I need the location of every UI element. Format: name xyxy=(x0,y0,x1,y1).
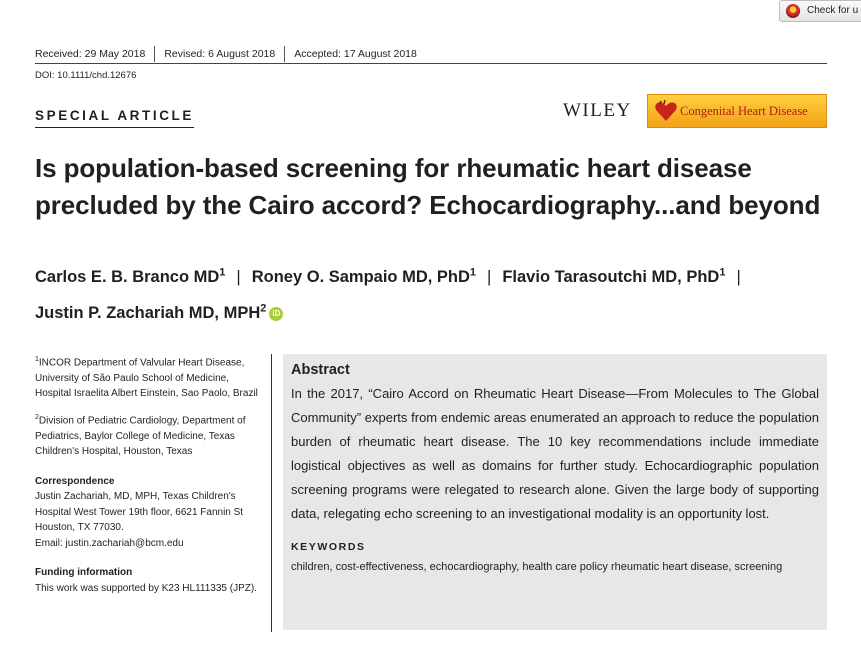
section-label: SPECIAL ARTICLE xyxy=(35,108,194,128)
correspondence-email[interactable]: Email: justin.zachariah@bcm.edu xyxy=(35,537,184,549)
journal-name: Congenital Heart Disease xyxy=(680,103,808,118)
author[interactable]: Flavio Tarasoutchi MD, PhD$^1$ xyxy=(502,266,726,286)
affiliation: $^1$INCOR Department of Valvular Heart Disease, University of São Paulo School of Medicine, Hospital Israelita Albert Einstein, Sao Paolo, Brazil xyxy=(35,356,258,400)
divider xyxy=(284,46,285,62)
article-title: Is population-based screening for rheumatic heart disease precluded by the Cairo accord? Echocardiography...and beyond xyxy=(35,153,821,220)
author-separator: | xyxy=(487,267,492,286)
correspondence-heading: Correspondence xyxy=(35,475,115,487)
correspondence-text: Justin Zachariah, MD, MPH, Texas Children's Hospital West Tower 19th floor, 6621 Fannin St Houston, TX 77030. xyxy=(35,491,244,534)
author[interactable]: Roney O. Sampaio MD, PhD$^1$ xyxy=(251,266,477,286)
keywords-heading: KEYWORDS xyxy=(291,541,366,553)
divider xyxy=(154,46,155,62)
author-separator: | xyxy=(736,267,741,286)
doi[interactable]: DOI: 10.1111/chd.12676 xyxy=(35,70,137,81)
keywords: children, cost-effectiveness, echocardiography, health care policy rheumatic heart disease, screening xyxy=(291,561,783,573)
check-for-updates-label: Check for u xyxy=(807,5,859,16)
author-info-sidebar xyxy=(35,352,265,604)
abstract-text: In the 2017, “Cairo Accord on Rheumatic Heart Disease—From Molecules to The Global Community” experts from endemic areas enumerated an approach to reduce the population burden of rheumatic heart disease. The 10 key recommendations include immediate logistical objectives as well as domains for further study. Echocardiographic population screening programs were relegated to research alone. Given the large body of supporting data, relegating echo screening to an investigational modality is an opportunity lost. xyxy=(291,386,819,521)
author-separator: | xyxy=(236,267,241,286)
funding-text: This work was supported by K23 HL111335 (JPZ). xyxy=(35,582,257,594)
journal-logo xyxy=(647,94,827,128)
publication-history xyxy=(35,46,417,62)
revised-date: Revised: 6 August 2018 xyxy=(164,48,276,60)
publisher-logo: WILEY xyxy=(563,100,632,121)
sidebar-divider xyxy=(271,354,272,632)
author[interactable]: Justin P. Zachariah MD, MPH$^2$ xyxy=(35,302,267,322)
author[interactable]: Carlos E. B. Branco $MD^1$ xyxy=(35,266,226,286)
orcid-icon[interactable]: iD xyxy=(269,307,283,321)
crossmark-icon xyxy=(786,4,800,18)
abstract-panel xyxy=(283,354,827,630)
check-for-updates-button[interactable] xyxy=(779,0,861,22)
funding-heading: Funding information xyxy=(35,567,133,579)
affiliation: $^2$Division of Pediatric Cardiology, Department of Pediatrics, Baylor College of Medicine, Texas Children's Hospital, Houston, Texas xyxy=(35,413,246,458)
header-rule xyxy=(35,63,827,64)
abstract-heading: Abstract xyxy=(291,362,350,378)
accepted-date: Accepted: 17 August 2018 xyxy=(294,48,417,60)
author-list xyxy=(35,256,835,329)
heart-icon xyxy=(654,100,678,122)
received-date: Received: 29 May 2018 xyxy=(35,48,146,60)
